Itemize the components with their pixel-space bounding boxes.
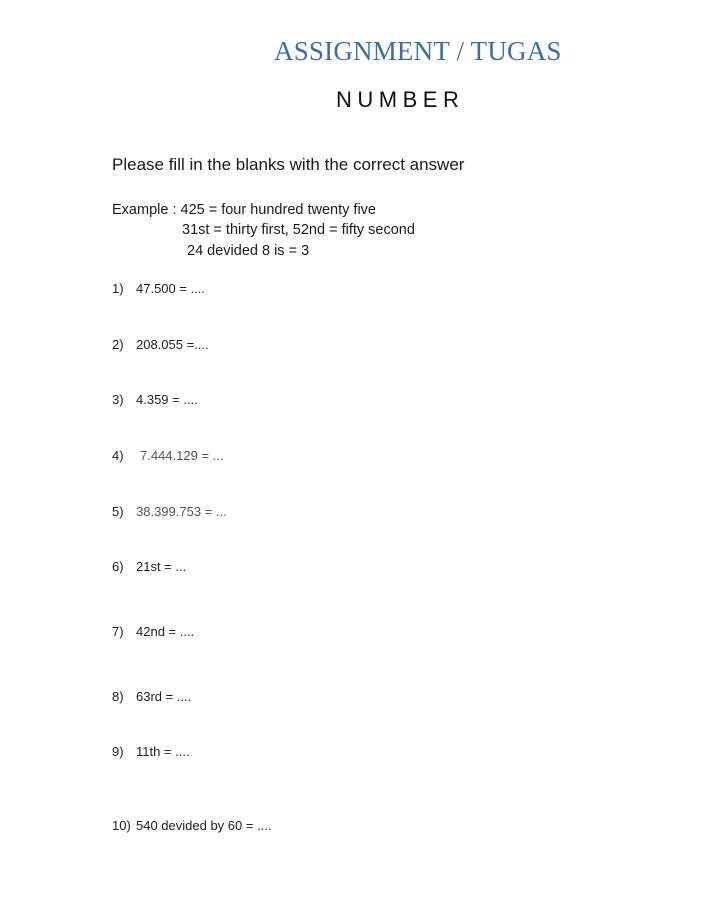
- question-text: 11th = ....: [136, 744, 190, 759]
- instruction-text: Please fill in the blanks with the correct answer: [112, 155, 465, 174]
- example-line-2: 31st = thirty first, 52nd = fifty second: [182, 222, 415, 238]
- question-text: 4.359 = ....: [136, 392, 198, 407]
- question-item: [112, 817, 272, 835]
- example-line-3: 24 devided 8 is = 3: [187, 243, 310, 259]
- question-number: 8): [112, 689, 124, 704]
- question-number: 9): [112, 744, 124, 759]
- question-text: 42nd = ....: [136, 624, 195, 639]
- question-item: [112, 743, 190, 761]
- question-number: 6): [112, 559, 124, 574]
- page-title: ASSIGNMENT / TUGAS: [274, 36, 562, 66]
- question-text: 21st = ...: [136, 559, 187, 574]
- question-number: 5): [112, 504, 124, 519]
- question-text: 208.055 =....: [136, 337, 209, 352]
- question-text: 38.399.753 = ...: [136, 504, 227, 519]
- question-item: [112, 447, 223, 465]
- question-number: 4): [112, 448, 124, 463]
- question-item: [112, 558, 186, 576]
- question-item: [112, 391, 198, 409]
- question-number: 10): [112, 818, 131, 833]
- question-item: [112, 688, 191, 706]
- question-number: 1): [112, 281, 124, 296]
- question-number: 2): [112, 337, 124, 352]
- question-number: 3): [112, 392, 124, 407]
- question-number: 7): [112, 624, 124, 639]
- title-container: [274, 34, 574, 74]
- question-text: 63rd = ....: [136, 689, 192, 704]
- question-text: 47.500 = ....: [136, 281, 206, 296]
- question-item: [112, 503, 227, 521]
- question-item: [112, 336, 209, 354]
- question-text: 540 devided by 60 = ....: [136, 818, 272, 833]
- question-item: [112, 280, 205, 298]
- question-text: 7.444.129 = ...: [140, 448, 224, 463]
- page-subtitle: NUMBER: [336, 87, 465, 112]
- question-item: [112, 623, 194, 641]
- example-line-1: Example : 425 = four hundred twenty five: [112, 202, 376, 218]
